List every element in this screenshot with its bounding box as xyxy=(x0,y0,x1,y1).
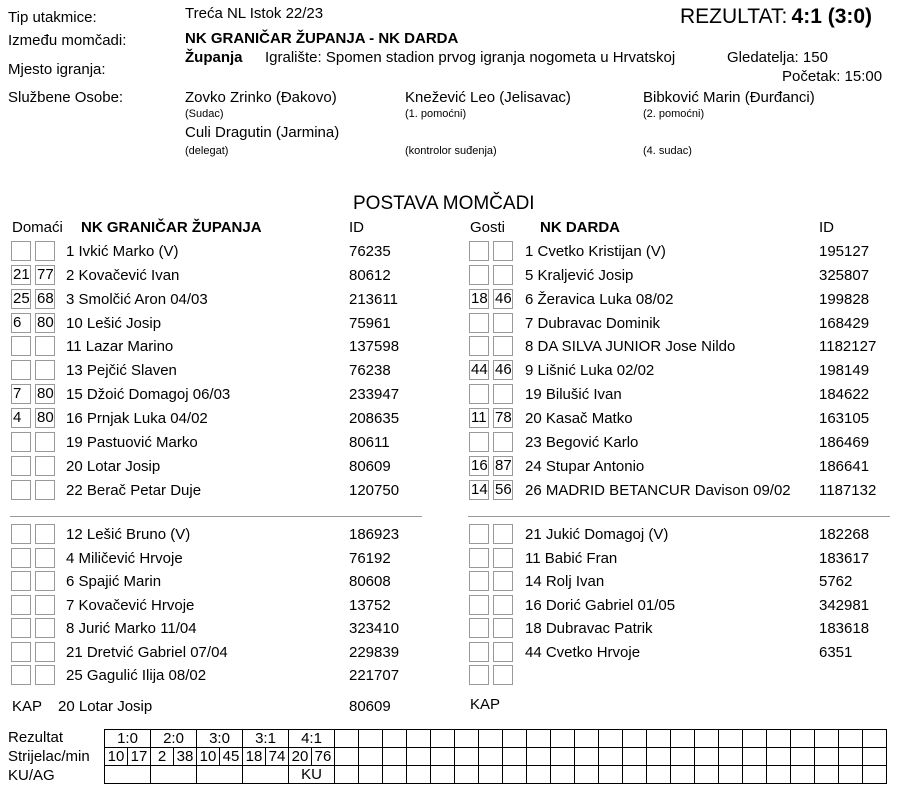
away-starter-box-b: 87 xyxy=(495,456,512,474)
empty-cell xyxy=(863,748,887,766)
goal-score: 3:0 xyxy=(197,730,243,748)
empty-cell xyxy=(503,748,527,766)
away-sub-box-a xyxy=(469,571,489,591)
goal-score: 2:0 xyxy=(151,730,197,748)
goals-scores-row xyxy=(105,730,887,748)
away-starter-box-b: 56 xyxy=(495,480,512,498)
empty-cell xyxy=(407,748,431,766)
goal-score: 1:0 xyxy=(105,730,151,748)
away-starter-id: 184622 xyxy=(819,386,870,404)
empty-cell xyxy=(407,730,431,748)
official-name: Culi Dragutin (Jarmina) xyxy=(185,124,340,141)
away-sub-id: 6351 xyxy=(819,643,853,661)
away-starter-box-a xyxy=(469,336,489,356)
away-starter-player: 9 Lišnić Luka 02/02 xyxy=(525,362,655,380)
away-sub-box-b xyxy=(493,665,513,685)
home-sub-box-b xyxy=(35,548,55,568)
empty-cell xyxy=(551,748,575,766)
away-id-header: ID xyxy=(819,219,834,236)
empty-cell xyxy=(335,748,359,766)
home-starter-box-b xyxy=(35,456,55,476)
official-role: (4. sudac) xyxy=(643,145,692,157)
empty-cell xyxy=(599,748,623,766)
home-sub-player: 6 Spajić Marin xyxy=(66,573,162,590)
home-sub-id: 323410 xyxy=(349,620,400,637)
away-starter-player: 8 DA SILVA JUNIOR Jose Nildo xyxy=(525,338,736,356)
empty-cell xyxy=(383,748,407,766)
goals-table xyxy=(104,729,887,784)
empty-cell xyxy=(791,766,815,784)
empty-cell xyxy=(815,730,839,748)
home-starter-player: 19 Pastuović Marko xyxy=(66,433,198,451)
home-starter-box-a: 25 xyxy=(13,289,30,307)
home-side-label: Domaći xyxy=(12,219,63,236)
goal-kuag xyxy=(243,766,289,784)
result-row-label: Rezultat xyxy=(8,729,64,746)
empty-cell xyxy=(455,730,479,748)
away-starter-player: 20 Kasač Matko xyxy=(525,409,633,427)
empty-cell xyxy=(431,730,455,748)
empty-cell xyxy=(695,748,719,766)
away-starter-id: 186469 xyxy=(819,433,870,451)
result-value: 4:1 (3:0) xyxy=(791,5,873,28)
away-starter-player: 1 Cvetko Kristijan (V) xyxy=(525,243,666,260)
empty-cell xyxy=(863,766,887,784)
home-starter-player: 13 Pejčić Slaven xyxy=(66,362,177,380)
away-starter-box-b xyxy=(493,384,513,404)
away-sub-box-a xyxy=(469,618,489,638)
empty-cell xyxy=(455,766,479,784)
away-starter-id: 199828 xyxy=(819,290,870,308)
empty-cell xyxy=(647,730,671,748)
home-sub-id: 13752 xyxy=(349,596,391,614)
home-sub-box-a xyxy=(11,618,31,638)
empty-cell xyxy=(503,766,527,784)
away-starter-id: 186641 xyxy=(819,457,870,475)
away-sub-player: 11 Babić Fran xyxy=(525,549,618,567)
away-starter-box-b xyxy=(493,241,513,261)
goal-minute: 45 xyxy=(220,748,243,766)
empty-cell xyxy=(359,766,383,784)
empty-cell xyxy=(671,766,695,784)
goal-scorer-number: 2 xyxy=(151,748,174,766)
away-starter-id: 168429 xyxy=(819,314,870,332)
result-display xyxy=(680,5,872,29)
empty-cell xyxy=(839,766,863,784)
home-starter-player: 20 Lotar Josip xyxy=(66,457,161,475)
home-sub-id: 80608 xyxy=(349,573,391,590)
home-starter-box-b xyxy=(35,480,55,500)
home-starter-box-a xyxy=(11,480,31,500)
away-starter-box-b: 46 xyxy=(495,289,512,307)
away-starter-player: 6 Žeravica Luka 08/02 xyxy=(525,290,674,308)
home-starter-box-b: 80 xyxy=(37,313,54,331)
empty-cell xyxy=(767,730,791,748)
away-starter-box-a xyxy=(469,384,489,404)
away-sub-id: 5762 xyxy=(819,573,853,590)
home-captain-player: 20 Lotar Josip xyxy=(58,698,153,715)
empty-cell xyxy=(695,766,719,784)
away-starter-box-a xyxy=(469,241,489,261)
empty-cell xyxy=(695,730,719,748)
goal-scorer-number: 10 xyxy=(105,748,128,766)
home-starter-player: 22 Berač Petar Duje xyxy=(66,481,202,499)
home-sub-id: 221707 xyxy=(349,667,400,684)
away-sub-id: 182268 xyxy=(819,526,870,543)
home-starter-box-a xyxy=(11,456,31,476)
goal-kuag: KU xyxy=(289,766,335,784)
home-sub-box-b xyxy=(35,642,55,662)
empty-cell xyxy=(479,766,503,784)
empty-cell xyxy=(767,766,791,784)
home-starter-player: 16 Prnjak Luka 04/02 xyxy=(66,409,208,427)
empty-cell xyxy=(767,748,791,766)
goal-scorer-number: 10 xyxy=(197,748,220,766)
away-starter-box-b xyxy=(493,432,513,452)
home-starter-id: 213611 xyxy=(349,290,398,308)
away-starter-box-a xyxy=(469,432,489,452)
empty-cell xyxy=(359,748,383,766)
away-starter-player: 5 Kraljević Josip xyxy=(525,266,634,284)
home-sub-player: 12 Lešić Bruno (V) xyxy=(66,526,191,543)
result-label: REZULTAT: xyxy=(680,5,788,28)
away-starter-id: 195127 xyxy=(819,243,870,260)
goal-score: 3:1 xyxy=(243,730,289,748)
home-starter-box-b: 68 xyxy=(37,289,54,307)
goal-scorer-number: 18 xyxy=(243,748,266,766)
away-sub-box-b xyxy=(493,618,513,638)
away-starter-box-a: 11 xyxy=(469,408,489,428)
goal-kuag xyxy=(105,766,151,784)
home-starter-box-a xyxy=(11,432,31,452)
away-starter-player: 19 Bilušić Ivan xyxy=(525,386,622,404)
home-sub-player: 4 Miličević Hrvoje xyxy=(66,549,183,567)
empty-cell xyxy=(527,766,551,784)
empty-cell xyxy=(527,748,551,766)
empty-cell xyxy=(719,766,743,784)
home-sub-box-b xyxy=(35,524,55,544)
empty-cell xyxy=(719,730,743,748)
away-sub-box-b xyxy=(493,595,513,615)
home-starter-id: 120750 xyxy=(349,481,400,499)
official-role: (kontrolor suđenja) xyxy=(405,145,497,157)
away-sub-box-b xyxy=(493,524,513,544)
empty-cell xyxy=(599,730,623,748)
away-sub-box-b xyxy=(493,548,513,568)
empty-cell xyxy=(575,766,599,784)
away-starter-box-b: 78 xyxy=(495,408,512,426)
away-captain-label: KAP xyxy=(470,696,501,713)
home-captain-id: 80609 xyxy=(349,698,391,715)
home-sub-box-b xyxy=(35,595,55,615)
empty-cell xyxy=(431,766,455,784)
teams-label: Između momčadi: xyxy=(8,32,127,49)
match-type-label: Tip utakmice: xyxy=(8,9,97,26)
goals-scorers-row xyxy=(105,748,887,766)
lineup-title: POSTAVA MOMČADI xyxy=(353,193,535,214)
goal-minute: 17 xyxy=(128,748,151,766)
home-starter-box-b: 77 xyxy=(37,265,54,283)
official-name: Zovko Zrinko (Đakovo) xyxy=(185,89,337,106)
away-starter-id: 325807 xyxy=(819,266,870,284)
empty-cell xyxy=(455,748,479,766)
empty-cell xyxy=(503,730,527,748)
away-starter-id: 1187132 xyxy=(819,481,877,499)
goal-kuag xyxy=(197,766,243,784)
home-starter-box-a: 7 xyxy=(11,384,31,404)
home-starter-player: 10 Lešić Josip xyxy=(66,314,162,332)
empty-cell xyxy=(383,730,407,748)
away-sub-player: 16 Dorić Gabriel 01/05 xyxy=(525,596,676,614)
home-sub-box-b xyxy=(35,571,55,591)
empty-cell xyxy=(743,748,767,766)
empty-cell xyxy=(623,748,647,766)
home-starter-id: 75961 xyxy=(349,314,391,332)
away-sub-player: 44 Cvetko Hrvoje xyxy=(525,643,641,661)
away-sub-box-a xyxy=(469,595,489,615)
home-starter-id: 233947 xyxy=(349,386,400,404)
goal-minute: 38 xyxy=(174,748,197,766)
empty-cell xyxy=(383,766,407,784)
home-sub-player: 25 Gagulić Ilija 08/02 xyxy=(66,667,207,684)
away-sub-player: 14 Rolj Ivan xyxy=(525,573,605,590)
home-sub-id: 229839 xyxy=(349,643,400,661)
goals-kuag-row xyxy=(105,766,887,784)
empty-cell xyxy=(743,766,767,784)
away-starter-id: 198149 xyxy=(819,362,870,380)
goal-kuag xyxy=(151,766,197,784)
home-id-header: ID xyxy=(349,219,364,236)
home-captain-label: KAP xyxy=(12,698,43,715)
venue-city: Županja xyxy=(185,49,243,66)
away-sub-box-a xyxy=(469,665,489,685)
away-starter-id: 163105 xyxy=(819,409,870,427)
empty-cell xyxy=(431,748,455,766)
goal-minute: 74 xyxy=(266,748,289,766)
away-sub-box-a xyxy=(469,548,489,568)
away-starter-box-a: 14 xyxy=(471,480,488,498)
away-starter-box-a xyxy=(469,313,489,333)
home-sub-box-a xyxy=(11,595,31,615)
empty-cell xyxy=(551,766,575,784)
stadium: Igralište: Spomen stadion prvog igranja nogometa u Hrvatskoj xyxy=(265,49,676,66)
home-sub-box-a xyxy=(11,665,31,685)
empty-cell xyxy=(719,748,743,766)
home-starter-id: 76238 xyxy=(349,362,391,380)
home-sub-box-a xyxy=(11,548,31,568)
away-starter-player: 24 Stupar Antonio xyxy=(525,457,645,475)
home-sub-box-a xyxy=(11,524,31,544)
away-starter-box-b: 46 xyxy=(495,361,512,379)
home-starter-box-b xyxy=(35,241,55,261)
kickoff-time: Početak: 15:00 xyxy=(782,68,883,85)
away-sub-box-b xyxy=(493,571,513,591)
away-starter-box-a: 44 xyxy=(471,361,488,379)
away-starter-box-a: 18 xyxy=(471,289,488,307)
away-sub-player: 18 Dubravac Patrik xyxy=(525,620,653,637)
home-starter-box-b xyxy=(35,336,55,356)
teams-value: NK GRANIČAR ŽUPANJA - NK DARDA xyxy=(185,30,459,47)
away-starter-box-b xyxy=(493,336,513,356)
home-starter-id: 80611 xyxy=(349,433,390,451)
home-starter-player: 1 Ivkić Marko (V) xyxy=(66,243,179,260)
away-starter-box-a xyxy=(469,265,489,285)
away-starter-id: 1182127 xyxy=(819,338,877,356)
home-sub-id: 76192 xyxy=(349,549,391,567)
home-starter-player: 15 Džoić Domagoj 06/03 xyxy=(66,386,231,404)
away-starter-player: 7 Dubravac Dominik xyxy=(525,314,661,332)
venue-label: Mjesto igranja: xyxy=(8,61,106,78)
home-starter-id: 76235 xyxy=(349,243,391,260)
away-divider xyxy=(468,516,890,517)
home-sub-box-b xyxy=(35,665,55,685)
home-starter-box-a xyxy=(11,360,31,380)
empty-cell xyxy=(671,730,695,748)
empty-cell xyxy=(671,748,695,766)
home-starter-box-a: 21 xyxy=(13,265,30,283)
home-starter-box-b xyxy=(35,360,55,380)
away-sub-box-a xyxy=(469,642,489,662)
home-sub-player: 7 Kovačević Hrvoje xyxy=(66,596,195,614)
away-starter-box-b xyxy=(493,265,513,285)
home-sub-player: 21 Dretvić Gabriel 07/04 xyxy=(66,643,228,661)
home-starter-box-a: 6 xyxy=(11,313,31,333)
home-sub-player: 8 Jurić Marko 11/04 xyxy=(66,620,197,637)
attendance: Gledatelja: 150 xyxy=(727,49,828,66)
empty-cell xyxy=(815,766,839,784)
empty-cell xyxy=(623,730,647,748)
empty-cell xyxy=(743,730,767,748)
away-starter-player: 26 MADRID BETANCUR Davison 09/02 xyxy=(525,481,791,499)
official-role: (delegat) xyxy=(185,145,229,157)
empty-cell xyxy=(407,766,431,784)
official-role: (2. pomoćni) xyxy=(643,108,705,120)
home-starter-id: 208635 xyxy=(349,409,400,427)
home-starter-box-b: 80 xyxy=(37,385,54,403)
officials-label: Službene Osobe: xyxy=(8,89,124,106)
empty-cell xyxy=(791,730,815,748)
empty-cell xyxy=(839,730,863,748)
empty-cell xyxy=(551,730,575,748)
home-starter-player: 2 Kovačević Ivan xyxy=(66,266,180,284)
empty-cell xyxy=(647,766,671,784)
home-team-name: NK GRANIČAR ŽUPANJA xyxy=(81,219,262,236)
home-starter-box-a xyxy=(11,241,31,261)
home-starter-box-a: 4 xyxy=(11,408,31,428)
away-sub-box-a xyxy=(469,524,489,544)
empty-cell xyxy=(815,748,839,766)
empty-cell xyxy=(623,766,647,784)
empty-cell xyxy=(599,766,623,784)
empty-cell xyxy=(479,748,503,766)
empty-cell xyxy=(479,730,503,748)
home-sub-box-b xyxy=(35,618,55,638)
away-sub-player: 21 Jukić Domagoj (V) xyxy=(525,526,669,543)
away-side-label: Gosti xyxy=(470,219,506,236)
scorer-row-label: Strijelac/min xyxy=(8,748,90,765)
empty-cell xyxy=(335,766,359,784)
away-starter-box-b xyxy=(493,313,513,333)
goal-minute: 76 xyxy=(312,748,335,766)
kuag-row-label: KU/AG xyxy=(8,767,55,784)
away-starter-player: 23 Begović Karlo xyxy=(525,433,639,451)
official-name: Knežević Leo (Jelisavac) xyxy=(405,89,571,106)
away-sub-id: 183617 xyxy=(819,549,870,567)
empty-cell xyxy=(791,748,815,766)
home-starter-box-b: 80 xyxy=(37,408,54,426)
home-starter-id: 137598 xyxy=(349,338,400,356)
empty-cell xyxy=(335,730,359,748)
official-role: (1. pomoćni) xyxy=(405,108,467,120)
goal-score: 4:1 xyxy=(289,730,335,748)
away-sub-id: 342981 xyxy=(819,596,870,614)
empty-cell xyxy=(359,730,383,748)
home-divider xyxy=(10,516,422,517)
match-type-value: Treća NL Istok 22/23 xyxy=(185,5,324,22)
home-starter-id: 80612 xyxy=(349,266,391,284)
away-team-name: NK DARDA xyxy=(540,219,620,236)
home-starter-player: 11 Lazar Marino xyxy=(66,338,174,356)
home-starter-box-b xyxy=(35,432,55,452)
home-sub-box-a xyxy=(11,642,31,662)
official-name: Bibković Marin (Đurđanci) xyxy=(643,89,815,106)
away-sub-box-b xyxy=(493,642,513,662)
empty-cell xyxy=(647,748,671,766)
home-starter-box-a xyxy=(11,336,31,356)
home-starter-player: 3 Smolčić Aron 04/03 xyxy=(66,290,208,308)
home-sub-id: 186923 xyxy=(349,526,400,543)
empty-cell xyxy=(527,730,551,748)
empty-cell xyxy=(863,730,887,748)
home-starter-id: 80609 xyxy=(349,457,391,475)
away-sub-id: 183618 xyxy=(819,620,870,637)
empty-cell xyxy=(839,748,863,766)
home-sub-box-a xyxy=(11,571,31,591)
goal-scorer-number: 20 xyxy=(289,748,312,766)
empty-cell xyxy=(575,730,599,748)
empty-cell xyxy=(575,748,599,766)
away-starter-box-a: 16 xyxy=(471,456,488,474)
official-role: (Sudac) xyxy=(185,108,224,120)
